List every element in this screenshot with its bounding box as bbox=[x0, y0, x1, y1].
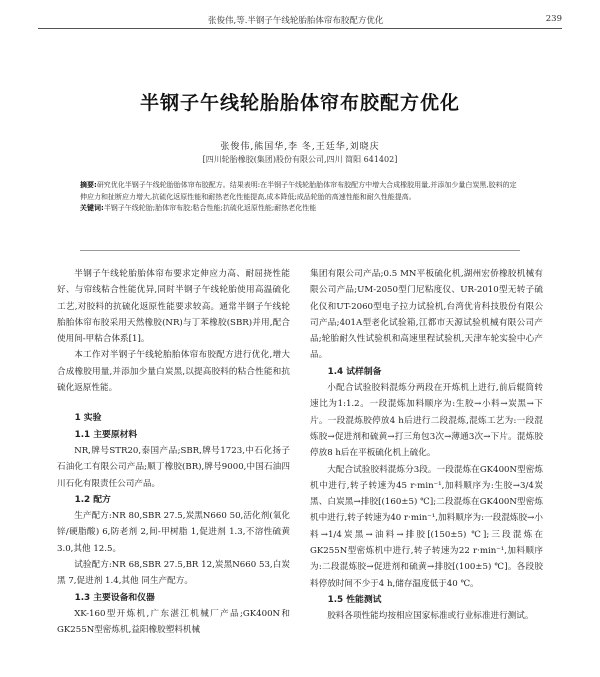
right-column bbox=[310, 266, 543, 625]
abstract-divider bbox=[80, 250, 520, 251]
subsection-heading: 1.4 试样制备 bbox=[327, 366, 382, 377]
formula-paragraph: 试验配方:NR 68,SBR 27.5,BR 12,炭黑N660 53,白炭黑 7,促进剂 1.4,其他 同生产配方。 bbox=[57, 560, 290, 587]
preparation-paragraph: 大配合试验胶料混炼分3段。一段混炼在GK400N型密炼机中进行,转子转速为45 r·min⁻¹,加料顺序为:生胶→3/4炭黑、白炭黑→排胶[(160±5) ℃];二段混炼在GK400N型密炼机中进行,转子转速为40 r·min⁻¹,加料顺序为:一段混炼胶→小料→1/4炭黑→油料→排胶[(150±5) ℃];三段混炼在GK255N型密炼机中进行,转子转速为22 r·min⁻¹,加料顺序为:二段混炼胶→促进剂和硫黄→排胶[(100±5) ℃]。各段胶料停放时间不少于4 h,储存温度低于40 ℃。 bbox=[310, 464, 543, 589]
section-gap bbox=[57, 396, 290, 410]
testing-paragraph: 胶料各项性能均按相应国家标准或行业标准进行测试。 bbox=[327, 611, 534, 622]
section-heading: 1 实验 bbox=[74, 413, 102, 424]
paper-title: 半钢子午线轮胎胎体帘布胶配方优化 bbox=[139, 92, 460, 114]
running-header bbox=[38, 14, 562, 26]
equipment-paragraph: XK-160型开炼机,广东湛江机械厂产品;GK400N和GK255N型密炼机,益阳橡胶塑料机械 bbox=[57, 608, 290, 636]
keywords-text: 半钢子午线轮胎;胎体帘布胶;粘合性能;抗硫化返原性能;耐热老化性能 bbox=[103, 204, 317, 212]
preparation-paragraph: 小配合试验胶料混炼分两段在开炼机上进行,前后辊筒转速比为1:1.2。一段混炼加料顺序为:生胶→小料→炭黑→下片。一段混炼胶停放4 h后进行二段混炼,混炼工艺为:一段混炼胶→促进剂和硫黄→打三角包3次→薄通3次→下片。混炼胶停放8 h后在平板硫化机上硫化。 bbox=[310, 383, 543, 459]
left-column bbox=[57, 266, 290, 639]
equipment-paragraph-cont: 集团有限公司产品;0.5 MN平板硫化机,湖州宏侨橡胶机械有限公司产品;UM-2050型门尼粘度仪、UR-2010型无转子硫化仪和UT-2060型电子拉力试验机,台湾优肯科技股份有限公司产品;401A型老化试验箱,江都市天源试验机械有限公司产品;轮胎耐久性试验机和高速里程试验机,天津车轮实验中心产品。 bbox=[310, 269, 543, 361]
materials-paragraph: NR,牌号STR20,泰国产品;SBR,牌号1723,中石化扬子石油化工有限公司产品;顺丁橡胶(BR),牌号9000,中国石油四川石化有限责任公司产品。 bbox=[57, 445, 290, 489]
intro-paragraph: 本工作对半钢子午线轮胎胎体帘布胶配方进行优化,增大合成橡胶用量,并添加少量白炭黑,以提高胶料的粘合性能和抗硫化返原性能。 bbox=[57, 350, 290, 394]
intro-paragraph: 半钢子午线轮胎胎体帘布要求定伸应力高、耐屈挠性能好、与帘线粘合性能优异,同时半钢子午线轮胎使用高温硫化工艺,对胶料的抗硫化返原性能要求较高。通常半钢子午线轮胎胎体帘布胶采用天然橡胶(NR)与丁苯橡胶(SBR)并用,配合使用间-甲粘合体系[1]。 bbox=[57, 269, 290, 345]
abstract-text: 研究优化半钢子午线轮胎胎体帘布胶配方。结果表明:在半钢子午线轮胎胎体帘布胶配方中增大合成橡胶用量,并添加少量白炭黑,胶料的定伸应力和扯断应力增大,抗硫化返原性能和耐热老化性能提高,成本降低;成品轮胎的高速性能和耐久性能提高。 bbox=[80, 181, 517, 201]
subsection-heading: 1.5 性能测试 bbox=[327, 594, 382, 605]
subsection-heading: 1.1 主要原材料 bbox=[74, 429, 138, 440]
affiliation: [四川轮胎橡胶(集团)股份有限公司,四川 简阳 641402] bbox=[202, 155, 398, 164]
header-divider bbox=[38, 28, 562, 29]
subsection-heading: 1.3 主要设备和仪器 bbox=[74, 592, 155, 603]
keywords-label: 关键词: bbox=[80, 204, 104, 212]
running-title: 张俊伟,等.半钢子午线轮胎胎体帘布胶配方优化 bbox=[208, 16, 384, 26]
formula-paragraph: 生产配方:NR 80,SBR 27.5,炭黑N660 50,活化剂(氧化锌/硬脂酸) 6,防老剂 2,间-甲树脂 1,促进剂 1.3,不溶性硫黄 3.0,其他 12.5。 bbox=[57, 511, 290, 554]
abstract-label: 摘要: bbox=[80, 181, 97, 189]
page-number: 239 bbox=[545, 14, 562, 24]
abstract-block bbox=[80, 180, 520, 215]
subsection-heading: 1.2 配方 bbox=[74, 494, 111, 505]
keywords bbox=[80, 203, 520, 215]
abstract bbox=[80, 180, 520, 203]
author-list: 张俊伟,熊国华,李 冬,王廷华,刘晓庆 bbox=[220, 142, 380, 152]
